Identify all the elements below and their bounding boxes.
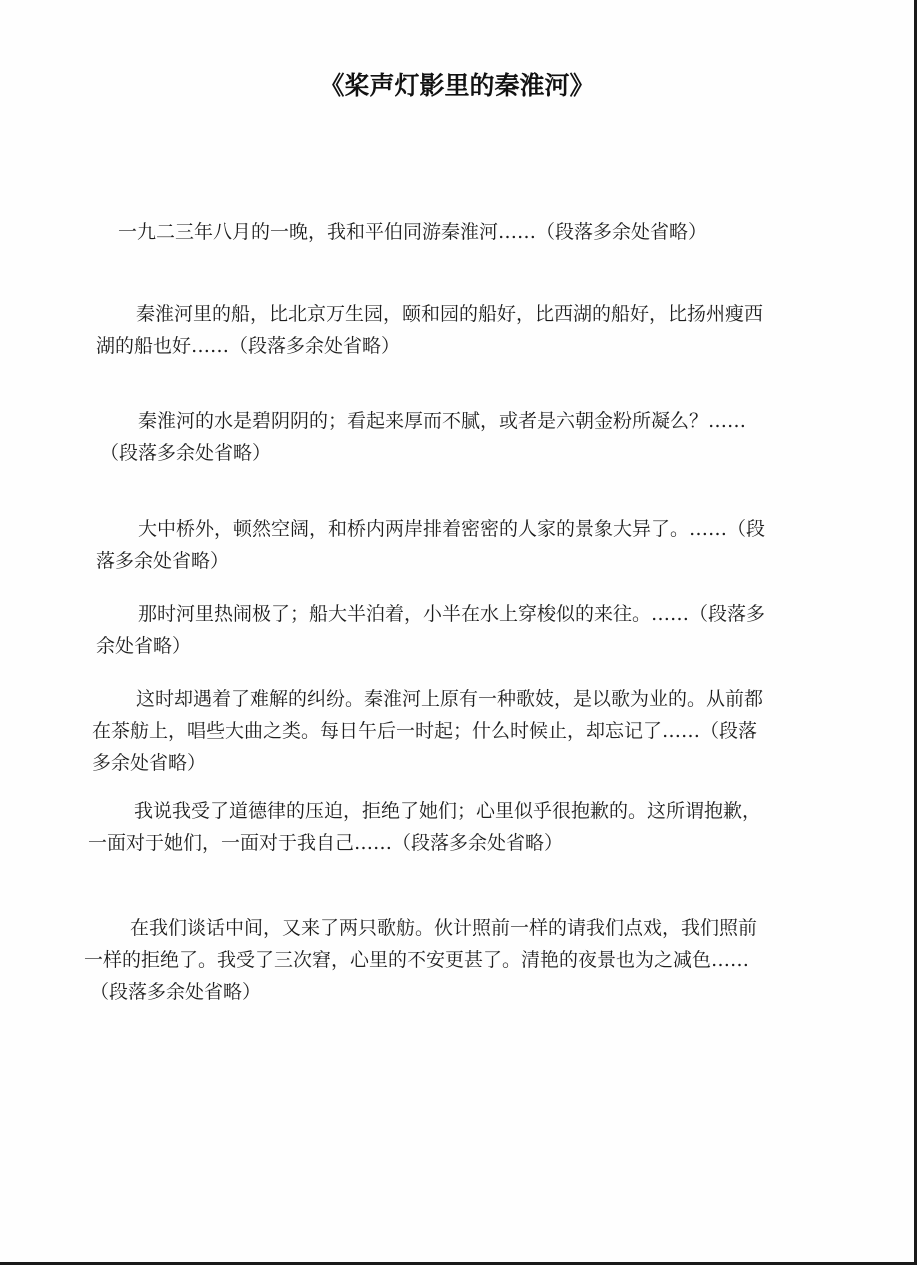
paragraph-line: （段落多余处省略） <box>100 442 272 464</box>
paragraph-line: 秦淮河里的船，比北京万生园，颐和园的船好，比西湖的船好，比扬州瘦西 <box>136 303 764 325</box>
document-title: 《桨声灯影里的秦淮河》 <box>319 71 595 100</box>
paragraph-line: （段落多余处省略） <box>90 981 262 1003</box>
paragraph-line: 余处省略） <box>96 635 192 657</box>
paragraph-5 <box>96 598 765 662</box>
paragraph-line: 在我们谈话中间，又来了两只歌舫。伙计照前一样的请我们点戏，我们照前 <box>130 917 758 939</box>
paragraph-line: 秦淮河的水是碧阴阴的；看起来厚而不腻，或者是六朝金粉所凝么？…… <box>138 410 747 432</box>
paragraph-1 <box>118 216 707 248</box>
paragraph-line: 多余处省略） <box>92 752 207 774</box>
paragraph-line: 大中桥外，顿然空阔，和桥内两岸排着密密的人家的景象大异了。……（段 <box>138 518 766 540</box>
paragraph-line: 一样的拒绝了。我受了三次窘，心里的不安更甚了。清艳的夜景也为之减色…… <box>84 949 750 971</box>
paragraph-line: 一九二三年八月的一晚，我和平伯同游秦淮河……（段落多余处省略） <box>118 221 708 243</box>
paragraph-line: 这时却遇着了难解的纠纷。秦淮河上原有一种歌妓，是以歌为业的。从前都 <box>136 688 764 710</box>
paragraph-8 <box>84 912 757 1008</box>
paragraph-2 <box>96 298 763 362</box>
paragraph-7 <box>88 795 761 859</box>
paragraph-line: 在茶舫上，唱些大曲之类。每日午后一时起；什么时候止，却忘记了……（段落 <box>92 720 758 742</box>
paragraph-4 <box>96 513 765 577</box>
paragraph-line: 落多余处省略） <box>96 550 230 572</box>
paragraph-line: 那时河里热闹极了；船大半泊着，小半在水上穿梭似的来往。……（段落多 <box>138 603 766 625</box>
paragraph-line: 我说我受了道德律的压迫，拒绝了她们；心里似乎很抱歉的。这所谓抱歉， <box>134 800 762 822</box>
paragraph-line: 一面对于她们，一面对于我自己……（段落多余处省略） <box>88 832 564 854</box>
paragraph-3 <box>100 405 746 469</box>
paragraph-6 <box>92 683 763 779</box>
paragraph-line: 湖的船也好……（段落多余处省略） <box>96 335 401 357</box>
